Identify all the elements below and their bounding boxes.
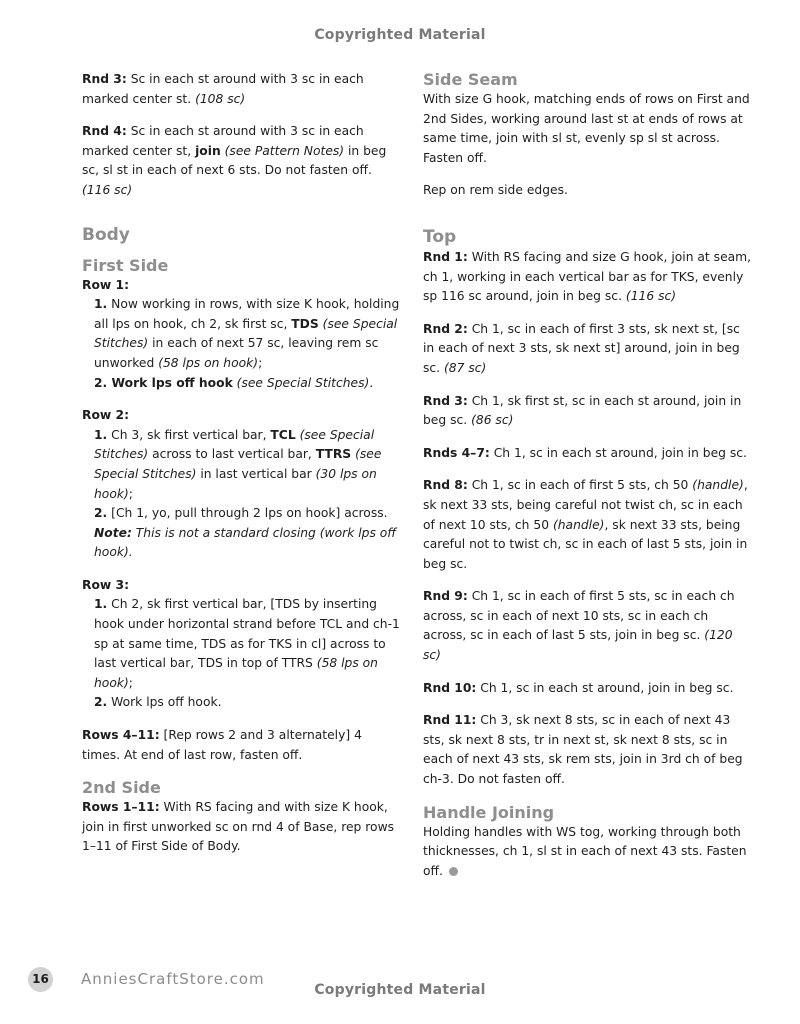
step-text: Ch 2, sk first vertical bar, [TDS by inserting hook under horizontal strand before TCL and ch-1 sp at same time, TDS as for TKS in cl] across to last vertical bar, TDS in top of TTRS [94,597,400,671]
instruction-rnd-3 [82,70,400,109]
row-label: Rows 4–11: [82,728,160,743]
rnd-label: Rnd 3: [423,393,468,408]
rnd-label: Rnds 4–7: [423,445,490,460]
step-text: across to last vertical bar, [148,447,316,462]
row-label: Rows 1–11: [82,800,160,815]
rnd-text: Ch 1, sc in each of first 3 sts, sk next st, [sc in each of next 3 sts, sk next st] around, join in beg sc. [423,321,740,375]
note-label: Note: [94,525,132,540]
row-step-2 [94,374,400,394]
instruction-rnd-3-top [423,392,753,431]
join-term: join [195,143,221,158]
instruction-row-2 [82,406,400,563]
step-text: Work lps off hook. [107,695,222,710]
step-number: 2. [94,375,108,390]
rnd-label: Rnd 2: [423,321,468,336]
row-step-2 [94,693,400,713]
rnd-text: , sk next 33 sts, being careful not to twist ch, sc in each of last 5 sts, join in beg sc. [423,517,748,571]
note-text: This is not a standard closing (work lps off hook). [94,525,397,560]
row-note [94,524,400,563]
stitch-count: (86 sc) [471,413,514,428]
stitch-abbrev: TTRS [315,447,352,462]
rnd-text: , sk next 33 sts, being careful not twist ch, sc in each of next 10 sts, ch 50 [423,478,748,532]
rnd-text: With RS facing and size G hook, join at seam, ch 1, working in each vertical bar as for TKS, evenly sp 116 sc around, join in beg sc. [423,249,752,304]
instruction-rnd-1 [423,248,753,307]
note-ref: (see Special Stitches) [232,375,370,390]
handle-joining-body: Holding handles with WS tog, working through both thicknesses, ch 1, sl st in each of next 43 sts. Fasten off. [423,824,747,878]
rnd-label: Rnd 11: [423,713,477,728]
row-step-1 [94,595,400,693]
rnd-label: Rnd 10: [423,680,477,695]
section-heading-body: Body [82,224,130,245]
rnd-label: Rnd 8: [423,478,468,493]
step-text: Work lps off hook [107,375,233,390]
instruction-rnd-4 [82,122,400,200]
copyright-watermark-top: Copyrighted Material [314,27,486,43]
subheading-2nd-side: 2nd Side [82,778,161,798]
side-seam-text: With size G hook, matching ends of rows on First and 2nd Sides, working around last st at ends of rows at same time, join with sl st, evenly sp sl st across. Fasten off. [423,92,750,165]
row-text: [Rep rows 2 and 3 alternately] 4 times. At end of last row, fasten off. [82,728,362,762]
rnd-label: Rnd 1: [423,249,468,264]
step-end: ; [258,355,263,370]
instruction-row-1 [82,276,400,394]
note-ref: (see Special Stitches) [94,427,375,462]
instruction-rnd-2 [423,320,753,379]
stitch-abbrev: TDS [291,316,319,331]
note-ref: (see Special Stitches) [94,447,382,481]
step-number: 1. [94,597,108,612]
stitch-count: (116 sc) [625,289,677,304]
handle-note: (handle) [692,478,744,493]
note-ref: (see Special Stitches) [94,316,398,351]
row-label: Row 3: [82,577,130,592]
loop-count: (58 lps on hook) [94,656,378,690]
step-text: [Ch 1, yo, pull through 2 lps on hook] across. [107,506,388,521]
step-text: in last vertical bar [196,466,316,481]
row-text: With RS facing and with size K hook, join in first unworked sc on rnd 4 of Base, rep rows 1–11 of First Side of Body. [82,800,395,854]
row-step-2 [94,504,400,524]
stitch-count: (87 sc) [444,360,487,375]
instruction-rnd-11 [423,711,753,789]
instruction-rnd-8 [423,476,753,574]
instruction-rnd-10 [423,679,753,699]
side-seam-text-2: Rep on rem side edges. [423,183,568,198]
step-end: ; [128,675,133,690]
footer-website: AnniesCraftStore.com [81,970,265,988]
row-label: Row 2: [82,408,130,423]
handle-note: (handle) [552,517,605,532]
page-number-badge: 16 [28,967,53,992]
step-end: . [369,375,374,390]
step-text: Now working in rows, with size K hook, holding all lps on hook, ch 2, sk first sc, [94,297,400,331]
copyright-watermark-bottom: Copyrighted Material [314,982,486,998]
rnd-text: Ch 1, sc in each st around, join in beg sc. [476,680,734,695]
instruction-rows-4-11 [82,726,400,765]
step-number: 2. [94,506,108,521]
handle-joining-text [423,823,753,882]
left-column [82,70,400,870]
stitch-count: (116 sc) [82,182,133,197]
rnd-label: Rnd 9: [423,589,468,604]
loop-count: (30 lps on hook) [94,466,377,501]
subheading-first-side: First Side [82,255,169,275]
rnd-text: Sc in each st around with 3 sc in each marked center st. [82,72,364,106]
step-number: 2. [94,695,108,710]
instruction-row-3 [82,576,400,713]
row-step-1 [94,426,400,504]
note-ref: (see Pattern Notes) [220,143,345,158]
rnd-text: Ch 1, sk first st, sc in each st around, join in beg sc. [423,393,742,428]
instruction-2nd-side [82,798,400,857]
row-step-1 [94,295,400,373]
subheading-side-seam: Side Seam [423,70,518,89]
subheading-handle-joining: Handle Joining [423,802,555,822]
rnd-label: Rnd 3: [82,72,127,86]
row-label: Row 1: [82,277,130,292]
instruction-rnd-9 [423,587,753,665]
rnd-text: Sc in each st around with 3 sc in each marked center st, [82,124,364,158]
step-text: in each of next 57 sc, leaving rem sc unworked [94,336,379,370]
loop-count: (58 lps on hook) [158,355,259,370]
stitch-count: (108 sc) [195,91,246,106]
rnd-text: Ch 1, sc in each st around, join in beg sc. [489,445,747,460]
step-text: Ch 3, sk first vertical bar, [107,427,271,442]
step-number: 1. [94,297,108,312]
stitch-count: (120 sc) [423,628,733,663]
rnd-text: Ch 1, sc in each of first 5 sts, ch 50 [467,478,693,493]
end-of-pattern-dot-icon [449,867,458,876]
rnd-text: Ch 3, sk next 8 sts, sc in each of next 43 sts, sk next 8 sts, tr in next st, sk next 8 sts, sc in each of next 43 sts, sk rem sts, join in 3rd ch of beg ch-3. Do not fasten off. [423,713,743,787]
instruction-rnds-4-7 [423,444,753,464]
section-heading-top: Top [423,226,457,247]
step-end: ; [128,486,133,501]
rnd-text: in beg sc, sl st in each of next 6 sts. Do not fasten off. [82,143,387,178]
right-column [423,70,753,894]
stitch-abbrev: TCL [270,427,296,442]
rnd-label: Rnd 4: [82,124,127,139]
rnd-text: Ch 1, sc in each of first 5 sts, sc in each ch across, sc in each of next 10 sts, sc in each ch across, sc in each of last 5 sts, join in beg sc. [423,589,735,643]
step-number: 1. [94,427,108,442]
